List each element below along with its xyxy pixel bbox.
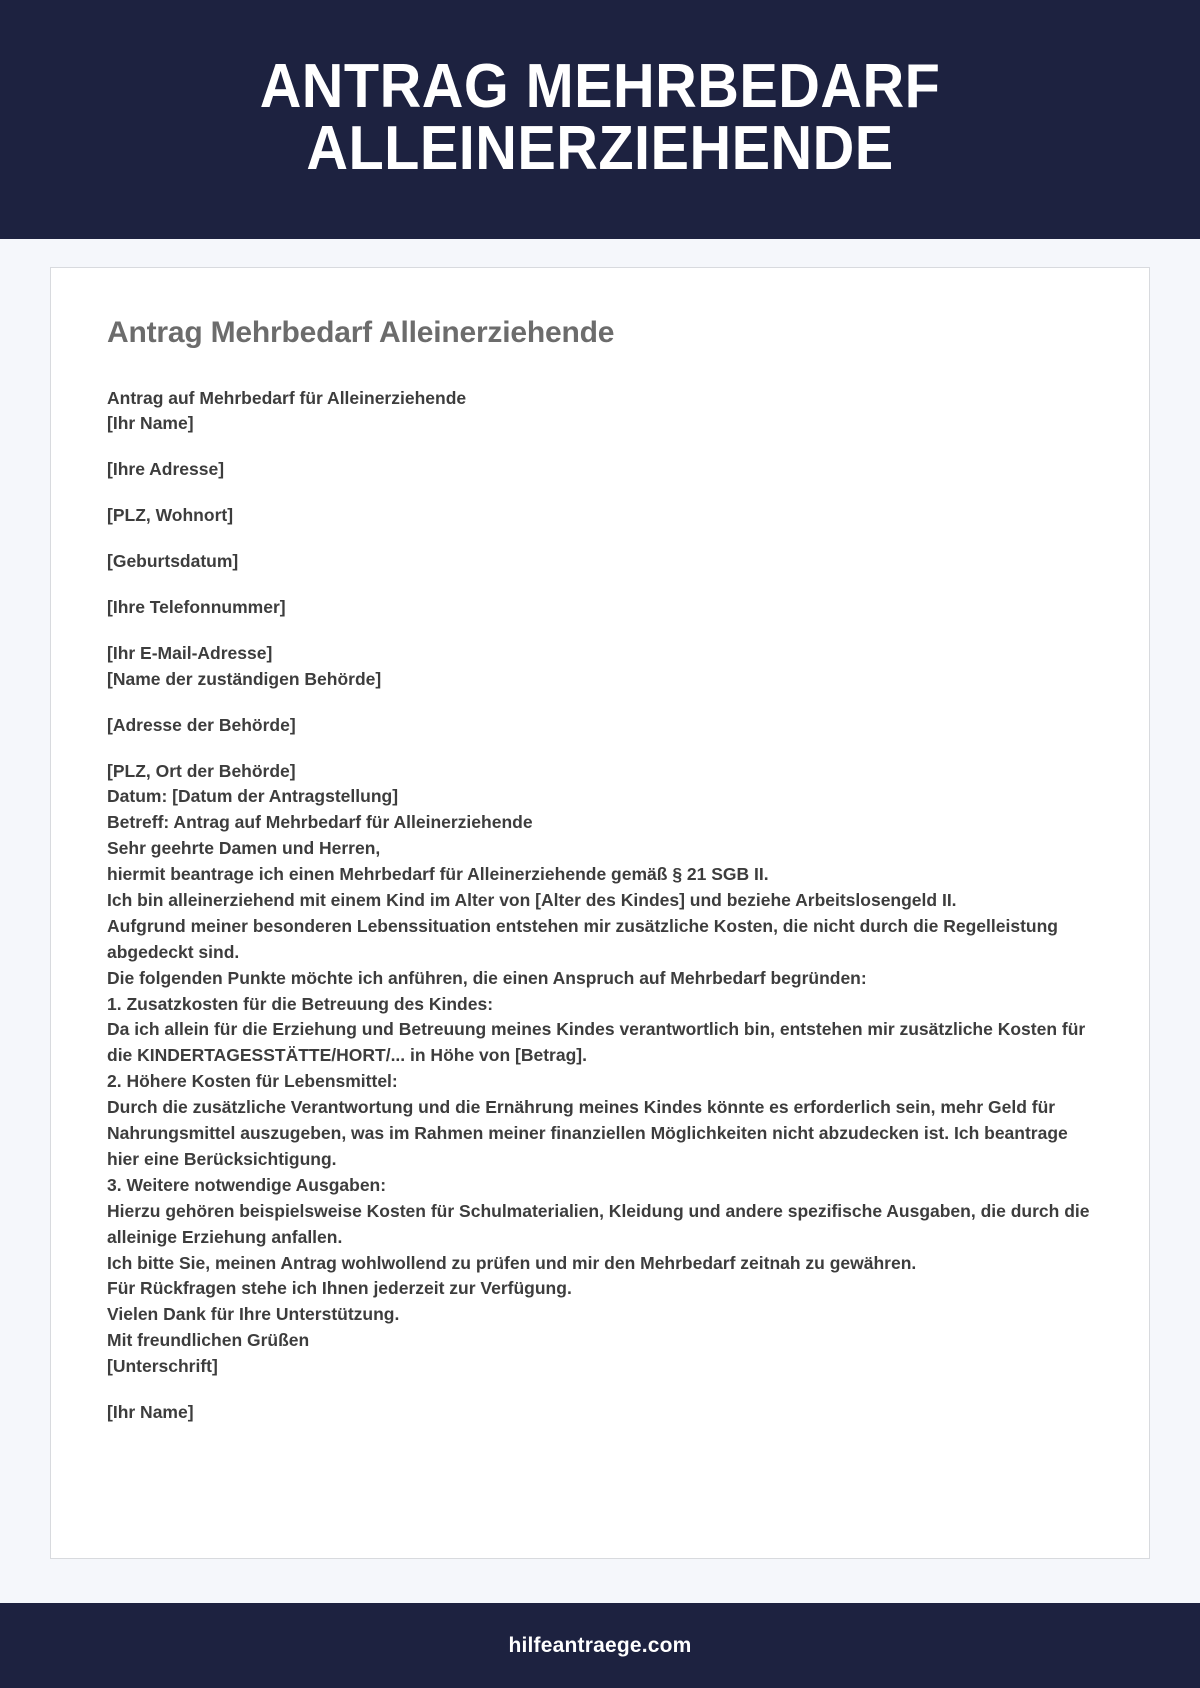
letter-line: 3. Weitere notwendige Ausgaben: — [107, 1174, 387, 1195]
letter-line: Antrag auf Mehrbedarf für Alleinerziehende — [107, 387, 467, 408]
letter-line: Für Rückfragen stehe ich Ihnen jederzeit zur Verfügung. — [107, 1278, 572, 1299]
p-applicant-address — [107, 457, 1093, 483]
p-applicant-email-authority — [107, 641, 1093, 693]
letter-line: Da ich allein für die Erziehung und Betreuung meines Kindes verantwortlich bin, entstehen mir zusätzliche Kosten für die KINDERTAGESSTÄTTE/HORT/... in Höhe von [Betrag]. — [107, 1019, 1086, 1066]
letter-line: Vielen Dank für Ihre Unterstützung. — [107, 1304, 400, 1325]
letter-line: Mit freundlichen Grüßen — [107, 1330, 310, 1351]
letter-body — [107, 386, 1093, 1426]
letter-line: [Ihr E-Mail-Adresse] — [107, 642, 273, 663]
p-signature-name — [107, 1400, 1093, 1426]
letter-line: Durch die zusätzliche Verantwortung und die Ernährung meines Kindes könnte es erforderlich sein, mehr Geld für Nahrungsmittel auszugeben, was im Rahmen meiner finanziellen Möglichkeiten nicht abzudecken ist. Ich beantrage hier eine Berücksichtigung. — [107, 1097, 1068, 1169]
letter-line: [Ihre Adresse] — [107, 459, 225, 480]
letter-line: [Name der zuständigen Behörde] — [107, 668, 382, 689]
page-header-banner — [0, 0, 1200, 239]
letter-line: [Ihre Telefonnummer] — [107, 597, 286, 618]
letter-line: [Ihr Name] — [107, 413, 194, 434]
p-applicant-birthdate — [107, 549, 1093, 575]
letter-line: Ich bin alleinerziehend mit einem Kind im Alter von [Alter des Kindes] und beziehe Arbeitslosengeld II. — [107, 890, 957, 911]
banner-title: ANTRAG MEHRBEDARF ALLEINERZIEHENDE — [259, 51, 941, 183]
letter-line: Hierzu gehören beispielsweise Kosten für Schulmaterialien, Kleidung und andere spezifische Ausgaben, die durch die alleinige Erziehung anfallen. — [107, 1200, 1090, 1247]
letter-line: [PLZ, Wohnort] — [107, 505, 234, 526]
letter-line: Sehr geehrte Damen und Herren, — [107, 838, 381, 859]
letter-line: [Unterschrift] — [107, 1356, 218, 1377]
letter-line: 2. Höhere Kosten für Lebensmittel: — [107, 1071, 398, 1092]
letter-line: hiermit beantrage ich einen Mehrbedarf für Alleinerziehende gemäß § 21 SGB II. — [107, 864, 769, 885]
page-footer — [0, 1603, 1200, 1688]
letter-line: Aufgrund meiner besonderen Lebenssituation entstehen mir zusätzliche Kosten, die nicht durch die Regelleistung abgedeckt sind. — [107, 915, 1058, 962]
letter-line: Die folgenden Punkte möchte ich anführen, die einen Anspruch auf Mehrbedarf begründen: — [107, 967, 867, 988]
p-applicant-subject — [107, 386, 1093, 438]
letter-line: [PLZ, Ort der Behörde] — [107, 760, 296, 781]
letter-line: Betreff: Antrag auf Mehrbedarf für Alleinerziehende — [107, 812, 533, 833]
letter-line: [Ihr Name] — [107, 1401, 194, 1422]
p-authority-address — [107, 713, 1093, 739]
document-card — [50, 267, 1150, 1559]
letter-line: 1. Zusatzkosten für die Betreuung des Kindes: — [107, 993, 494, 1014]
letter-line: [Adresse der Behörde] — [107, 714, 296, 735]
letter-line: Ich bitte Sie, meinen Antrag wohlwollend zu prüfen und mir den Mehrbedarf zeitnah zu gewähren. — [107, 1252, 917, 1273]
p-letter-main — [107, 759, 1093, 1380]
page-content-area — [0, 239, 1200, 1603]
document-heading: Antrag Mehrbedarf Alleinerziehende — [107, 316, 615, 350]
footer-site-name: hilfeantraege.com — [508, 1633, 692, 1657]
p-applicant-phone — [107, 595, 1093, 621]
p-applicant-city — [107, 503, 1093, 529]
letter-line: Datum: [Datum der Antragstellung] — [107, 786, 399, 807]
letter-line: [Geburtsdatum] — [107, 551, 239, 572]
